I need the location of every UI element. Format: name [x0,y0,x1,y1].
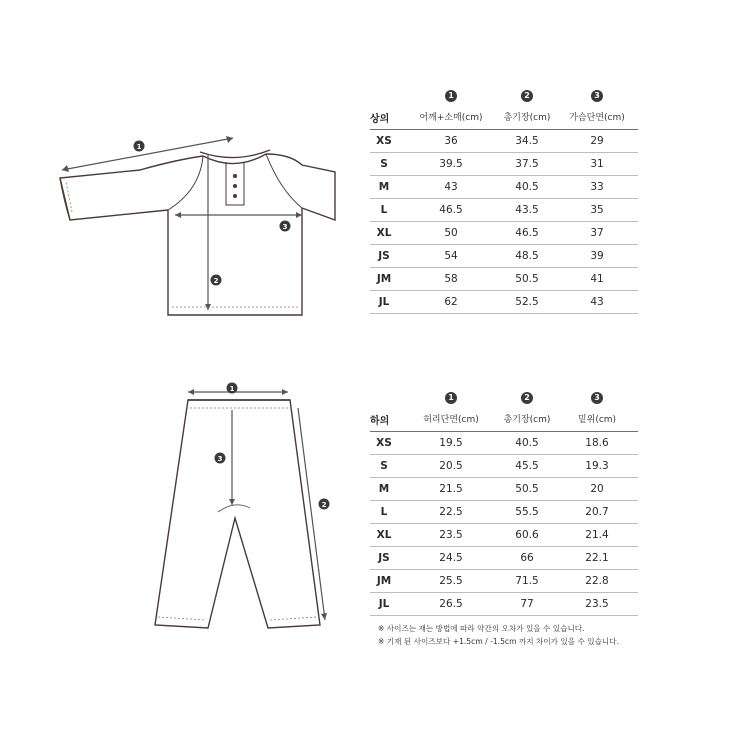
table-row [370,432,638,455]
table-row [370,130,638,153]
value-cell: 66 [520,552,534,564]
value-cell: 22.5 [439,506,463,518]
size-cell: JS [378,552,390,564]
value-cell: 50.5 [515,273,539,285]
top-garment-diagram [40,120,360,330]
table-row [370,547,638,570]
value-cell: 20.5 [439,460,463,472]
table-row [370,501,638,524]
top-col2-number: 2 [521,90,533,102]
size-cell: XS [376,437,392,449]
value-cell: 29 [590,135,604,147]
table-row [370,268,638,291]
size-cell: JS [378,250,390,262]
value-cell: 20 [590,483,604,495]
value-cell: 58 [444,273,458,285]
value-cell: 48.5 [515,250,539,262]
size-cell: JL [378,598,390,610]
top-section-label: 상의 [370,114,390,125]
value-cell: 19.3 [585,460,609,472]
table-row [370,291,638,314]
bottom-table-header [370,392,638,432]
value-cell: 46.5 [439,204,463,216]
value-cell: 19.5 [439,437,463,449]
value-cell: 71.5 [515,575,539,587]
bottom-col2-label: 총기장(cm) [503,415,551,425]
value-cell: 40.5 [515,181,539,193]
top-col2-label: 총기장(cm) [503,113,551,123]
value-cell: 39.5 [439,158,463,170]
size-cell: M [378,483,390,495]
table-row [370,222,638,245]
value-cell: 18.6 [585,437,609,449]
size-cell: L [380,506,388,518]
value-cell: 31 [590,158,604,170]
value-cell: 55.5 [515,506,539,518]
value-cell: 25.5 [439,575,463,587]
table-row [370,245,638,268]
value-cell: 54 [444,250,458,262]
bottom-col1-number: 1 [445,392,457,404]
size-cell: XS [376,135,392,147]
bottom-marker-2 [319,499,330,510]
value-cell: 37 [590,227,604,239]
value-cell: 77 [520,598,534,610]
bottom-garment-diagram [140,370,350,640]
top-marker-2 [211,275,222,286]
size-notes [378,622,619,648]
value-cell: 21.5 [439,483,463,495]
table-row [370,153,638,176]
size-cell: JM [376,575,392,587]
value-cell: 22.8 [585,575,609,587]
bottom-marker-3 [215,453,226,464]
value-cell: 21.4 [585,529,609,541]
table-row [370,570,638,593]
svg-text:3: 3 [282,223,288,231]
top-col3-number: 3 [591,90,603,102]
bottom-marker-1 [227,383,238,394]
table-row [370,199,638,222]
svg-text:3: 3 [217,455,223,463]
svg-text:1: 1 [229,385,235,393]
top-col3-label: 가슴단면(cm) [569,113,625,123]
value-cell: 62 [444,296,458,308]
bottom-col3-label: 밑위(cm) [577,415,617,425]
bottom-col1-label: 허리단면(cm) [423,415,479,425]
value-cell: 36 [444,135,458,147]
value-cell: 45.5 [515,460,539,472]
top-size-table [370,90,638,314]
table-row [370,593,638,616]
svg-text:2: 2 [213,277,219,285]
svg-text:2: 2 [321,501,327,509]
value-cell: 35 [590,204,604,216]
size-cell: S [380,158,388,170]
note-line: ※ 사이즈는 재는 방법에 따라 약간의 오차가 있을 수 있습니다. [378,624,585,633]
table-row [370,478,638,501]
size-cell: XL [376,227,392,239]
size-cell: JL [378,296,390,308]
value-cell: 22.1 [585,552,609,564]
value-cell: 24.5 [439,552,463,564]
bottom-col2-number: 2 [521,392,533,404]
top-col1-number: 1 [445,90,457,102]
value-cell: 40.5 [515,437,539,449]
value-cell: 46.5 [515,227,539,239]
bottom-col3-number: 3 [591,392,603,404]
note-line: ※ 기재 된 사이즈보다 +1.5cm / -1.5cm 까지 차이가 있을 수 있습니다. [378,637,619,646]
value-cell: 50.5 [515,483,539,495]
value-cell: 43.5 [515,204,539,216]
value-cell: 37.5 [515,158,539,170]
size-cell: XL [376,529,392,541]
value-cell: 41 [590,273,604,285]
value-cell: 33 [590,181,604,193]
top-col1-label: 어깨+소매(cm) [419,113,483,123]
value-cell: 60.6 [515,529,539,541]
value-cell: 39 [590,250,604,262]
value-cell: 23.5 [439,529,463,541]
value-cell: 52.5 [515,296,539,308]
size-cell: M [378,181,390,193]
value-cell: 20.7 [585,506,609,518]
bottom-section-label: 하의 [370,416,390,427]
value-cell: 26.5 [439,598,463,610]
top-marker-1 [134,141,145,152]
table-row [370,455,638,478]
table-row [370,176,638,199]
table-row [370,524,638,547]
bottom-size-table [370,392,638,616]
value-cell: 50 [444,227,458,239]
value-cell: 43 [590,296,604,308]
top-table-header [370,90,638,130]
size-cell: S [380,460,388,472]
svg-text:1: 1 [136,143,142,151]
top-marker-3 [280,221,291,232]
value-cell: 43 [444,181,458,193]
value-cell: 34.5 [515,135,539,147]
size-cell: L [380,204,388,216]
size-cell: JM [376,273,392,285]
value-cell: 23.5 [585,598,609,610]
